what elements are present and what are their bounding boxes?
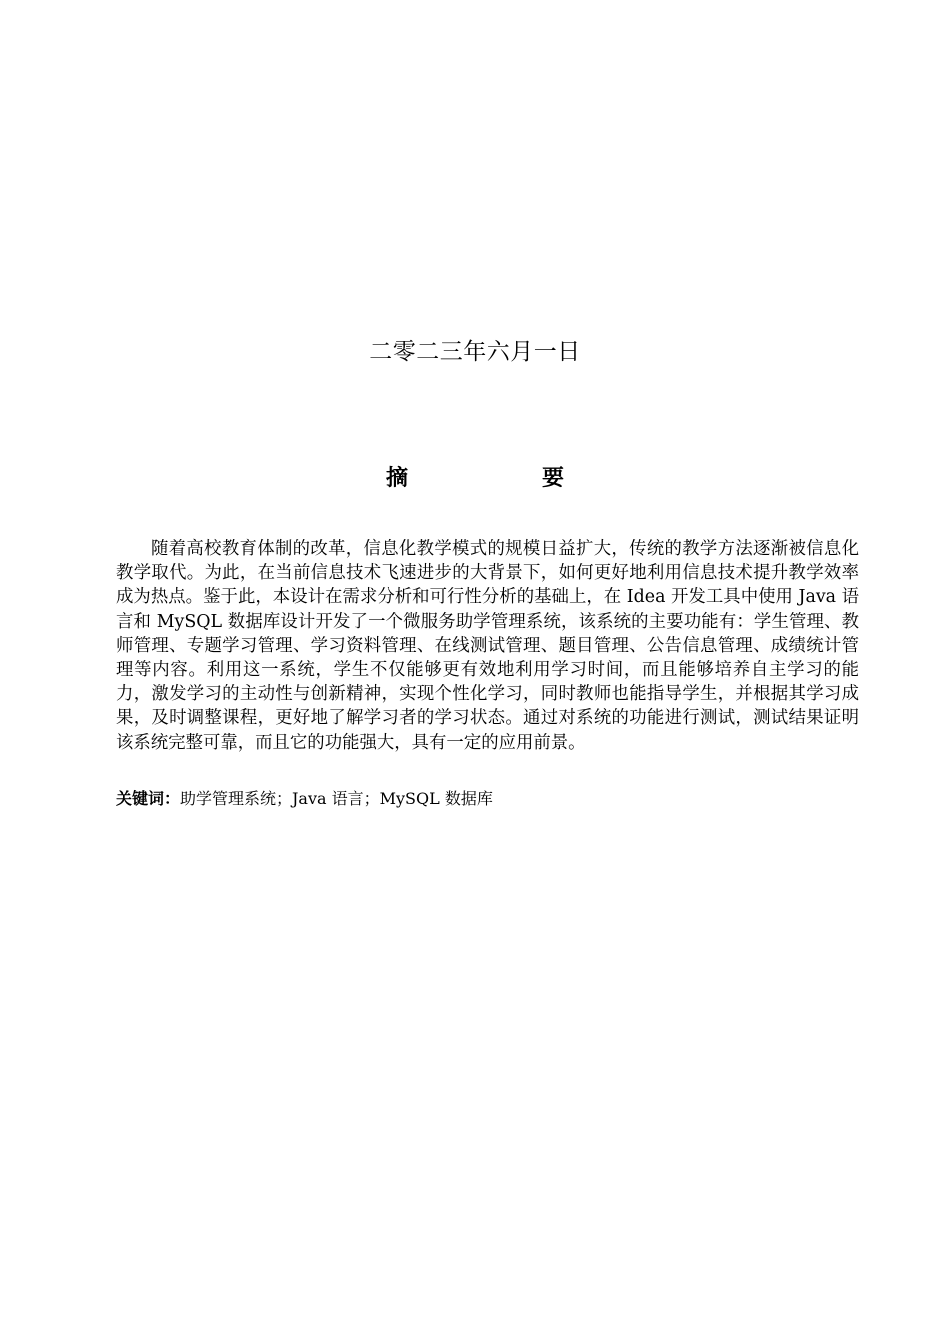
keywords-line <box>116 788 859 810</box>
date-line: 二零二三年六月一日 <box>369 339 581 365</box>
keywords-value: 助学管理系统；Java 语言；MySQL 数据库 <box>180 789 493 808</box>
keywords-label: 关键词： <box>116 789 181 808</box>
abstract-body: 随着高校教育体制的改革，信息化教学模式的规模日益扩大，传统的教学方法逐渐被信息化教学取代。为此，在当前信息技术飞速进步的大背景下，如何更好地利用信息技术提升教学效率成为热点。鉴于此，本设计在需求分析和可行性分析的基础上，在 Idea 开发工具中使用 Java 语言和 MySQL 数据库设计开发了一个微服务助学管理系统，该系统的主要功能有：学生管理、教师管理、专题学习管理、学习资料管理、在线测试管理、题目管理、公告信息管理、成绩统计管理等内容。利用这一系统，学生不仅能够更有效地利用学习时间，而且能够培养自主学习的能力，激发学习的主动性与创新精神，实现个性化学习，同时教师也能指导学生，并根据其学习成果，及时调整课程，更好地了解学习者的学习状态。通过对系统的功能进行测试，测试结果证明该系统完整可靠，而且它的功能强大，具有一定的应用前景。 <box>116 539 859 753</box>
abstract-title: 摘 要 <box>385 466 620 491</box>
